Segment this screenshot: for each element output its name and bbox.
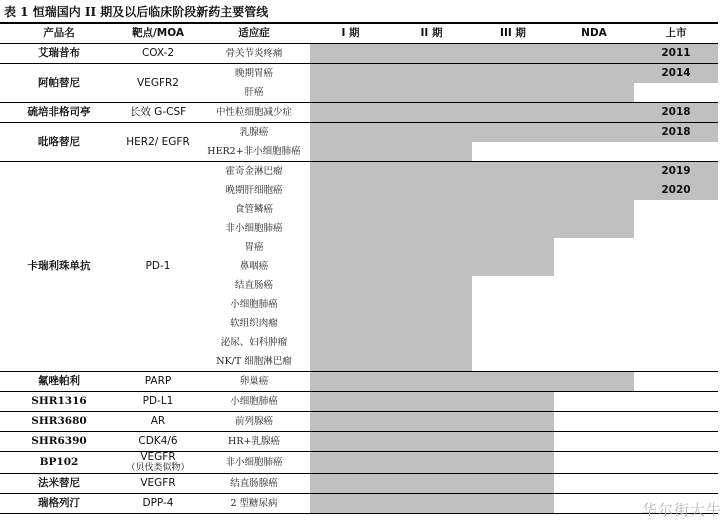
stage-cell-1 bbox=[310, 162, 391, 182]
stage-cell-4 bbox=[554, 474, 634, 494]
stage-cell-1 bbox=[310, 392, 391, 412]
stage-cell-5 bbox=[634, 432, 718, 452]
stage-cell-5: 2011 bbox=[634, 44, 718, 64]
stage-cell-5 bbox=[634, 352, 718, 372]
table-row bbox=[0, 412, 718, 432]
indication: 乳腺癌 bbox=[239, 127, 269, 138]
stage-cell-1 bbox=[310, 257, 391, 276]
stage-cell-2 bbox=[391, 181, 472, 200]
stage-cell-1 bbox=[310, 474, 391, 494]
target-moa: VEGFR bbox=[118, 474, 198, 494]
stage-cell-2 bbox=[391, 162, 472, 182]
product-name: 阿帕替尼 bbox=[0, 64, 118, 103]
stage-cell-2 bbox=[391, 392, 472, 412]
stage-cell-5: 2014 bbox=[634, 64, 718, 84]
table-row bbox=[0, 162, 718, 182]
indication: 泌尿、妇科肿瘤 bbox=[220, 337, 288, 348]
table-row bbox=[0, 103, 718, 123]
header-target: 靶点/MOA bbox=[118, 24, 198, 44]
target-moa: PARP bbox=[118, 372, 198, 392]
stage-cell-1 bbox=[310, 352, 391, 372]
stage-cell-3 bbox=[472, 314, 554, 333]
stage-cell-2 bbox=[391, 257, 472, 276]
stage-cell-3 bbox=[472, 432, 554, 452]
target-moa: AR bbox=[118, 412, 198, 432]
stage-cell-4 bbox=[554, 238, 634, 257]
stage-cell-4 bbox=[554, 314, 634, 333]
stage-cell-2 bbox=[391, 295, 472, 314]
stage-cell-1 bbox=[310, 452, 391, 474]
stage-cell-5 bbox=[634, 238, 718, 257]
stage-cell-4 bbox=[554, 295, 634, 314]
stage-cell-4 bbox=[554, 412, 634, 432]
target-moa: PD-1 bbox=[118, 162, 198, 372]
stage-cell-5 bbox=[634, 392, 718, 412]
product-name: 吡咯替尼 bbox=[0, 123, 118, 162]
stage-cell-4 bbox=[554, 372, 634, 392]
stage-cell-1 bbox=[310, 200, 391, 219]
header-indication: 适应症 bbox=[198, 24, 310, 44]
target-moa: VEGFR2 bbox=[118, 64, 198, 103]
indication: 鼻咽癌 bbox=[239, 261, 269, 272]
header-listed: 上市 bbox=[634, 24, 718, 44]
table-row bbox=[0, 494, 718, 514]
stage-cell-4 bbox=[554, 219, 634, 238]
indication: 前列腺癌 bbox=[198, 412, 310, 432]
stage-cell-3 bbox=[472, 200, 554, 219]
product-name: 艾瑞昔布 bbox=[0, 44, 118, 64]
stage-cell-5 bbox=[634, 452, 718, 474]
watermark: 华尔街大牛 bbox=[641, 501, 722, 519]
stage-cell-4 bbox=[554, 142, 634, 162]
stage-cell-3 bbox=[472, 83, 554, 103]
stage-cell-1 bbox=[310, 314, 391, 333]
stage-cell-3 bbox=[472, 412, 554, 432]
stage-cell-3 bbox=[472, 64, 554, 84]
stage-cell-1 bbox=[310, 372, 391, 392]
stage-cell-4 bbox=[554, 162, 634, 182]
stage-cell-5 bbox=[634, 200, 718, 219]
indication: HER2+非小细胞肺癌 bbox=[198, 142, 310, 162]
stage-cell-3 bbox=[472, 452, 554, 474]
stage-cell-1 bbox=[310, 142, 391, 162]
table-row bbox=[0, 64, 718, 84]
stage-cell-3 bbox=[472, 123, 554, 143]
stage-cell-5: 2019 bbox=[634, 162, 718, 182]
stage-cell-2 bbox=[391, 412, 472, 432]
stage-cell-5 bbox=[634, 219, 718, 238]
target-moa: PD-L1 bbox=[118, 392, 198, 412]
stage-cell-5 bbox=[634, 142, 718, 162]
stage-cell-4 bbox=[554, 352, 634, 372]
stage-cell-5 bbox=[634, 412, 718, 432]
stage-cell-4 bbox=[554, 44, 634, 64]
target-moa: HER2/ EGFR bbox=[118, 123, 198, 162]
stage-cell-1 bbox=[310, 412, 391, 432]
product-name: SHR1316 bbox=[0, 392, 118, 412]
pipeline-table bbox=[0, 24, 718, 514]
stage-cell-1 bbox=[310, 276, 391, 295]
indication: 软组织肉瘤 bbox=[230, 318, 278, 329]
stage-cell-2 bbox=[391, 352, 472, 372]
product-name: SHR3680 bbox=[0, 412, 118, 432]
stage-cell-2 bbox=[391, 474, 472, 494]
table-row bbox=[0, 432, 718, 452]
stage-cell-3 bbox=[472, 372, 554, 392]
stage-cell-1 bbox=[310, 64, 391, 84]
stage-cell-5 bbox=[634, 257, 718, 276]
stage-cell-3 bbox=[472, 494, 554, 514]
stage-cell-4 bbox=[554, 181, 634, 200]
product-name: SHR6390 bbox=[0, 432, 118, 452]
stage-cell-5: 2020 bbox=[634, 181, 718, 200]
header-phase2: II 期 bbox=[391, 24, 472, 44]
product-name: 硫培非格司亭 bbox=[0, 103, 118, 123]
indication: 结直肠腺癌 bbox=[198, 474, 310, 494]
stage-cell-5 bbox=[634, 276, 718, 295]
target-moa: DPP-4 bbox=[118, 494, 198, 514]
stage-cell-4 bbox=[554, 200, 634, 219]
target-moa: 长效 G-CSF bbox=[118, 103, 198, 123]
stage-cell-3 bbox=[472, 333, 554, 352]
header-product: 产品名 bbox=[0, 24, 118, 44]
stage-cell-5 bbox=[634, 295, 718, 314]
stage-cell-3 bbox=[472, 352, 554, 372]
stage-cell-1 bbox=[310, 333, 391, 352]
table-row bbox=[0, 372, 718, 392]
stage-cell-2 bbox=[391, 432, 472, 452]
stage-cell-5 bbox=[634, 474, 718, 494]
stage-cell-2 bbox=[391, 238, 472, 257]
stage-cell-3 bbox=[472, 392, 554, 412]
indication: 晚期胃癌 bbox=[234, 68, 273, 79]
indication: 霍奇金淋巴瘤 bbox=[225, 166, 283, 177]
stage-cell-1 bbox=[310, 219, 391, 238]
stage-cell-2 bbox=[391, 123, 472, 143]
indication: 骨关节炎疼痛 bbox=[198, 44, 310, 64]
product-name: BP102 bbox=[0, 452, 118, 474]
stage-cell-2 bbox=[391, 44, 472, 64]
stage-cell-4 bbox=[554, 494, 634, 514]
header-nda: NDA bbox=[554, 24, 634, 44]
stage-cell-4 bbox=[554, 257, 634, 276]
stage-cell-5 bbox=[634, 333, 718, 352]
stage-cell-4 bbox=[554, 432, 634, 452]
indication: 中性粒细胞减少症 bbox=[198, 103, 310, 123]
target-moa-main: VEGFR bbox=[140, 451, 176, 463]
stage-cell-5 bbox=[634, 372, 718, 392]
stage-cell-4 bbox=[554, 452, 634, 474]
stage-cell-2 bbox=[391, 276, 472, 295]
stage-cell-3 bbox=[472, 276, 554, 295]
product-name: 瑞格列汀 bbox=[0, 494, 118, 514]
stage-cell-3 bbox=[472, 103, 554, 123]
stage-cell-4 bbox=[554, 333, 634, 352]
stage-cell-4 bbox=[554, 83, 634, 103]
stage-cell-4 bbox=[554, 276, 634, 295]
header-row bbox=[0, 24, 718, 44]
table-row bbox=[0, 123, 718, 143]
header-phase1: I 期 bbox=[310, 24, 391, 44]
indication: 结直肠癌 bbox=[234, 280, 273, 291]
table-row bbox=[0, 392, 718, 412]
stage-cell-2 bbox=[391, 494, 472, 514]
stage-cell-1 bbox=[310, 295, 391, 314]
indication: HR+乳腺癌 bbox=[198, 432, 310, 452]
table-row bbox=[0, 474, 718, 494]
indication: 胃癌 bbox=[244, 242, 264, 253]
stage-cell-1 bbox=[310, 181, 391, 200]
stage-cell-3 bbox=[472, 162, 554, 182]
stage-cell-2 bbox=[391, 83, 472, 103]
stage-cell-3 bbox=[472, 238, 554, 257]
stage-cell-5 bbox=[634, 83, 718, 103]
table-title: 表 1 恒瑞国内 II 期及以后临床阶段新药主要管线 bbox=[4, 5, 269, 19]
stage-cell-4 bbox=[554, 103, 634, 123]
indication: 非小细胞肺癌 bbox=[198, 452, 310, 474]
stage-cell-2 bbox=[391, 142, 472, 162]
indication: 小细胞肺癌 bbox=[198, 392, 310, 412]
stage-cell-2 bbox=[391, 452, 472, 474]
stage-cell-1 bbox=[310, 83, 391, 103]
stage-cell-4 bbox=[554, 392, 634, 412]
stage-cell-3 bbox=[472, 181, 554, 200]
stage-cell-2 bbox=[391, 372, 472, 392]
stage-cell-2 bbox=[391, 64, 472, 84]
stage-cell-1 bbox=[310, 103, 391, 123]
product-name: 法米替尼 bbox=[0, 474, 118, 494]
stage-cell-5: 2018 bbox=[634, 123, 718, 143]
table-row bbox=[0, 452, 718, 474]
indication: NK/T 细胞淋巴瘤 bbox=[198, 352, 310, 372]
header-phase3: III 期 bbox=[472, 24, 554, 44]
target-moa: COX-2 bbox=[118, 44, 198, 64]
target-moa bbox=[118, 452, 198, 474]
stage-cell-5 bbox=[634, 314, 718, 333]
stage-cell-3 bbox=[472, 44, 554, 64]
target-moa: CDK4/6 bbox=[118, 432, 198, 452]
indication: 晚期肝细胞癌 bbox=[225, 185, 283, 196]
stage-cell-2 bbox=[391, 333, 472, 352]
stage-cell-3 bbox=[472, 257, 554, 276]
stage-cell-2 bbox=[391, 314, 472, 333]
product-name: 卡瑞利珠单抗 bbox=[0, 162, 118, 372]
stage-cell-1 bbox=[310, 123, 391, 143]
indication: 非小细胞肺癌 bbox=[225, 223, 283, 234]
stage-cell-3 bbox=[472, 142, 554, 162]
stage-cell-2 bbox=[391, 219, 472, 238]
indication: 卵巢癌 bbox=[198, 372, 310, 392]
stage-cell-1 bbox=[310, 238, 391, 257]
stage-cell-1 bbox=[310, 494, 391, 514]
table-row bbox=[0, 44, 718, 64]
stage-cell-3 bbox=[472, 219, 554, 238]
indication: 2 型糖尿病 bbox=[198, 494, 310, 514]
stage-cell-2 bbox=[391, 103, 472, 123]
stage-cell-5: 2018 bbox=[634, 103, 718, 123]
indication: 小细胞肺癌 bbox=[230, 299, 278, 310]
stage-cell-3 bbox=[472, 295, 554, 314]
stage-cell-1 bbox=[310, 432, 391, 452]
stage-cell-4 bbox=[554, 64, 634, 84]
pipeline-body bbox=[0, 44, 718, 514]
stage-cell-3 bbox=[472, 474, 554, 494]
stage-cell-4 bbox=[554, 123, 634, 143]
indication: 肝癌 bbox=[198, 83, 310, 103]
target-moa-note: （贝伐类似物） bbox=[126, 463, 190, 473]
stage-cell-2 bbox=[391, 200, 472, 219]
product-name: 氟唑帕利 bbox=[0, 372, 118, 392]
stage-cell-1 bbox=[310, 44, 391, 64]
indication: 食管鳞癌 bbox=[234, 204, 273, 215]
